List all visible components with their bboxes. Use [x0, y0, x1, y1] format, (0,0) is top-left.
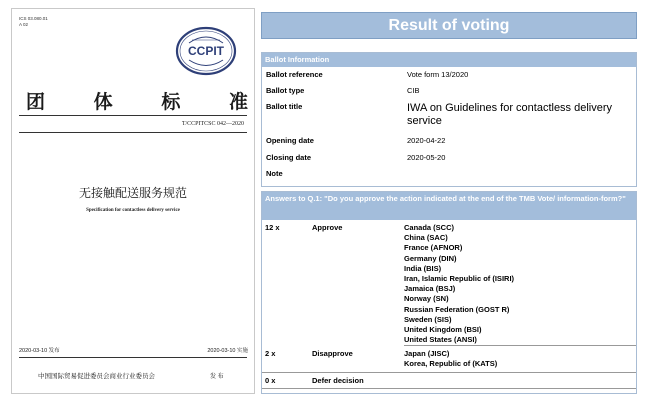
ballot-title-row — [262, 102, 636, 134]
divider — [19, 132, 247, 133]
row-value: 2020-05-20 — [407, 153, 446, 162]
logo-text: CCPIT — [188, 44, 224, 58]
divider — [19, 357, 247, 358]
member-body: Russian Federation (GOST R) — [404, 304, 510, 314]
row-label: Closing date — [266, 153, 312, 162]
divider — [19, 115, 247, 116]
ballot-information-header: Ballot Information — [262, 53, 636, 67]
note-row — [262, 169, 636, 183]
row-label: Opening date — [266, 136, 314, 145]
member-body: Canada (SCC) — [404, 223, 455, 232]
answers-panel — [261, 191, 637, 394]
member-body: India (BIS) — [404, 263, 442, 273]
issue-date: 2020-03-10 发布 — [19, 348, 60, 354]
title-char: 体 — [93, 91, 113, 113]
divider — [404, 345, 636, 346]
ballot-reference-row — [262, 70, 636, 84]
row-label: Note — [266, 169, 283, 178]
closing-date-row — [262, 153, 636, 168]
row-value: Vote form 13/2020 — [407, 70, 469, 79]
title-char: 团 — [26, 91, 46, 113]
row-value: IWA on Guidelines for contactless delivery service — [407, 102, 613, 127]
result-title: Result of voting — [261, 12, 637, 39]
row-label: Ballot type — [266, 86, 305, 95]
member-body: United States (ANSI) — [404, 335, 477, 345]
row-value: CIB — [407, 86, 420, 95]
standard-code: T/CCPITCSC 042—2020 — [181, 121, 244, 127]
member-list — [404, 223, 514, 345]
standard-name-cn: 无接触配送服务规范 — [78, 186, 187, 200]
standard-cover — [11, 8, 255, 394]
answer-row-disapprove — [262, 349, 636, 373]
answer-row-approve — [262, 223, 636, 348]
title-char: 准 — [228, 91, 248, 113]
ics-code — [19, 16, 48, 28]
member-body: Norway (SN) — [404, 294, 449, 304]
row-label: Ballot title — [266, 102, 303, 111]
member-body: Iran, Islamic Republic of (ISIRI) — [404, 274, 515, 284]
ballot-information-panel — [261, 52, 637, 187]
row-label: Ballot reference — [266, 70, 323, 79]
ballot-type-row — [262, 86, 636, 100]
vote-label: Defer decision — [312, 376, 364, 385]
publish-label: 发 布 — [210, 374, 224, 380]
vote-count: 2 x — [265, 349, 276, 358]
member-body: Korea, Republic of (KATS) — [404, 359, 498, 369]
row-value: 2020-04-22 — [407, 136, 446, 145]
vote-count: 12 x — [265, 223, 280, 232]
member-body: Germany (DIN) — [404, 253, 457, 263]
member-body: China (SAC) — [404, 233, 448, 243]
ics-line-2: A 02 — [19, 22, 29, 27]
implement-date: 2020-03-10 实施 — [207, 348, 248, 354]
member-body: United Kingdom (BSI) — [404, 325, 482, 335]
standard-name-en: Specification for contactless delivery service — [86, 208, 180, 213]
cover-title — [26, 87, 248, 114]
opening-date-row — [262, 136, 636, 152]
ccpit-logo — [175, 25, 237, 77]
divider — [262, 372, 636, 373]
member-list — [404, 349, 497, 369]
vote-count: 0 x — [265, 376, 276, 385]
publisher: 中国国际贸易促进委员会商业行业委员会 — [38, 373, 155, 380]
member-body: Japan (JISC) — [404, 349, 450, 358]
member-body: France (AFNOR) — [404, 243, 463, 253]
ics-line-1: ICS 03.080.01 — [19, 16, 48, 21]
member-body: Sweden (SIS) — [404, 314, 452, 324]
member-body: Jamaica (BSJ) — [404, 284, 456, 294]
answers-header: Answers to Q.1: "Do you approve the action indicated at the end of the TMB Vote/ information-form?" — [262, 192, 636, 220]
vote-label: Disapprove — [312, 349, 353, 358]
divider — [262, 388, 636, 389]
vote-label: Approve — [312, 223, 343, 232]
title-char: 标 — [161, 91, 181, 113]
